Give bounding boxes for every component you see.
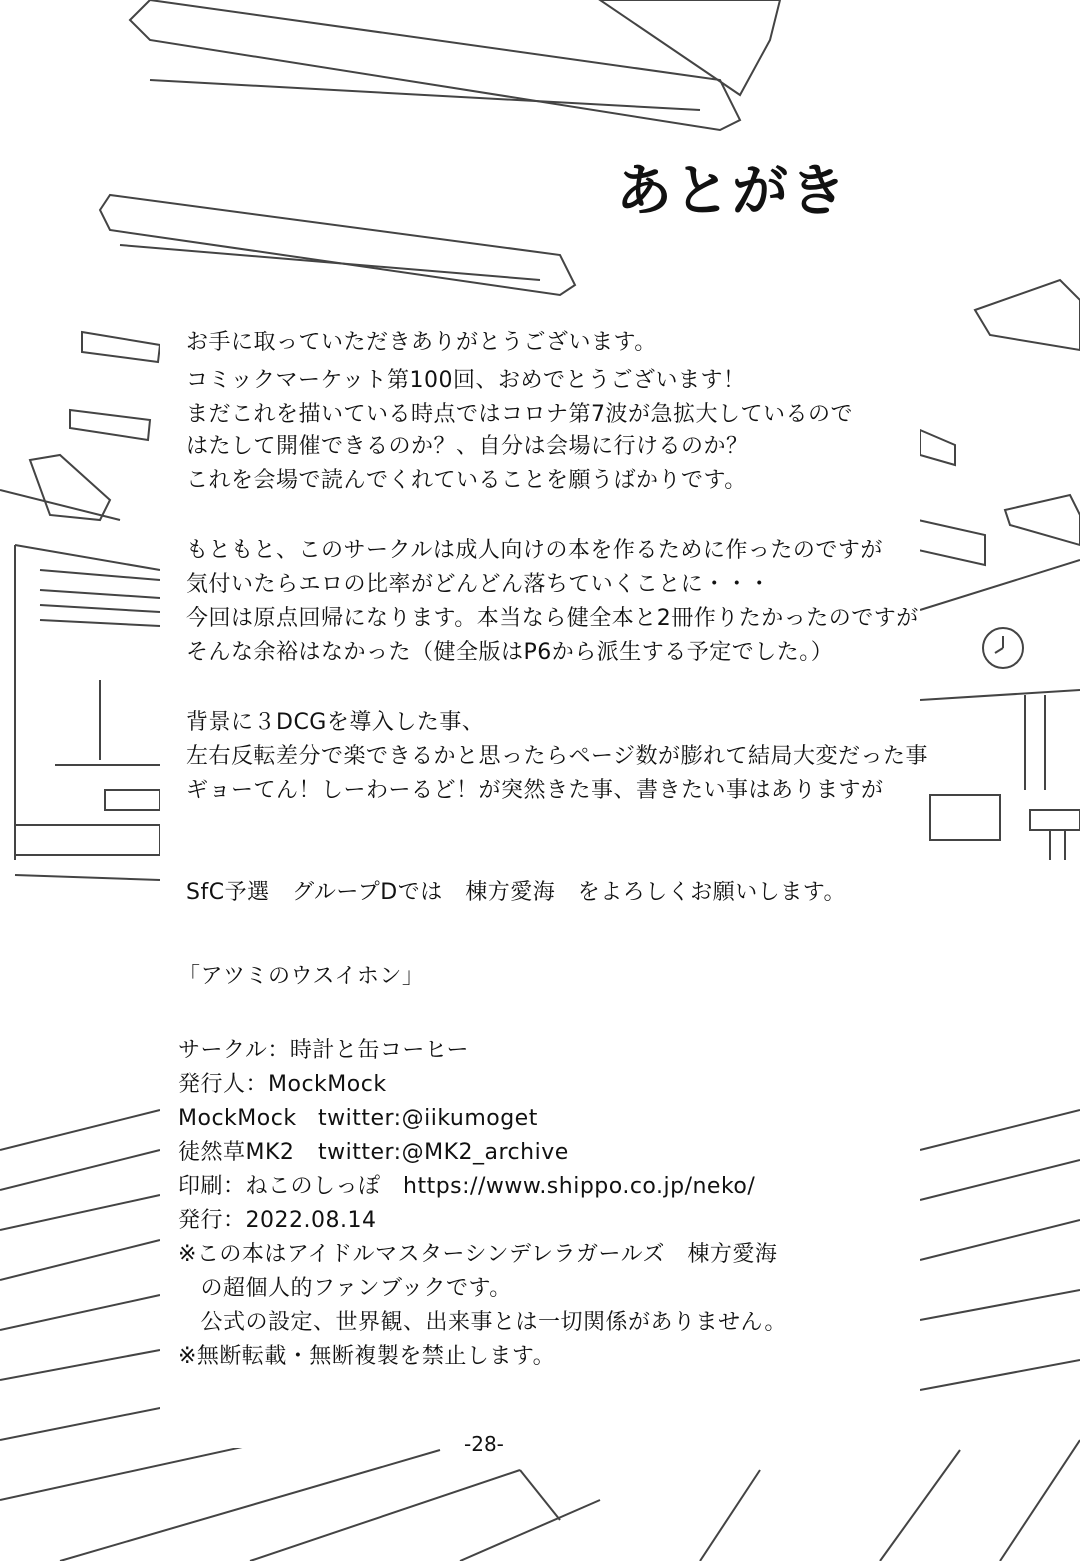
afterword-line: もともと、このサークルは成人向けの本を作るために作ったのですが — [186, 538, 883, 563]
ceiling-light-fixture — [70, 332, 160, 440]
afterword-line: 左右反転差分で楽できるかと思ったらページ数が膨れて結局大変だった事 — [186, 744, 929, 769]
afterword-line: 背景に３DCGを導入した事、 — [186, 710, 485, 735]
ceiling-light-fixture — [918, 280, 1080, 565]
book-title: 「アツミのウスイホン」 — [178, 964, 425, 989]
room-wall-left — [0, 455, 160, 880]
afterword-text-panel — [160, 318, 929, 1448]
afterword-line: 今回は原点回帰になります。本当なら健全本と2冊作りたかったのですが — [186, 606, 919, 631]
page-number: -28- — [460, 1430, 508, 1458]
ceiling-light-fixture — [130, 0, 780, 130]
afterword-line: はたして開催できるのか？、自分は会場に行けるのか？ — [186, 434, 749, 459]
colophon-note: の超個人的ファンブックです。 — [178, 1276, 512, 1301]
colophon-circle: サークル：時計と缶コーヒー — [178, 1038, 469, 1063]
afterword-line: ギョーてん！しーわーるど！が突然きた事、書きたい事はありますが — [186, 778, 884, 803]
colophon-publisher: 発行人：MockMock — [178, 1072, 387, 1097]
afterword-line: お手に取っていただきありがとうございます。 — [186, 330, 657, 355]
afterword-line: コミックマーケット第100回、おめでとうございます！ — [186, 368, 746, 393]
colophon-author-name: MockMock — [178, 1106, 297, 1131]
colophon-note: ※無断転載・無断複製を禁止します。 — [178, 1344, 556, 1369]
afterword-line: まだこれを描いている時点ではコロナ第7波が急拡大しているので — [186, 402, 853, 427]
afterword-line: SfC予選 グループDでは 棟方愛海 をよろしくお願いします。 — [186, 880, 846, 905]
colophon-date: 発行：2022.08.14 — [178, 1208, 377, 1233]
colophon-author-twitter: twitter:@MK2_archive — [318, 1140, 569, 1165]
colophon-printer: 印刷：ねこのしっぽ https://www.shippo.co.jp/neko/ — [178, 1174, 756, 1199]
colophon-author-twitter: twitter:@iikumoget — [318, 1106, 538, 1131]
colophon-author-name: 徒然草MK2 — [178, 1140, 295, 1165]
ceiling-light-fixture — [100, 195, 575, 295]
room-wall-right — [920, 560, 1080, 860]
afterword-line: 気付いたらエロの比率がどんどん落ちていくことに・・・ — [186, 572, 771, 597]
colophon-note: ※この本はアイドルマスターシンデレラガールズ 棟方愛海 — [178, 1242, 778, 1267]
colophon-note: 公式の設定、世界観、出来事とは一切関係がありません。 — [178, 1310, 787, 1335]
afterword-line: これを会場で読んでくれていることを願うばかりです。 — [186, 468, 747, 493]
afterword-heading: あとがき — [608, 160, 856, 224]
afterword-line: そんな余裕はなかった（健全版はP6から派生する予定でした。） — [186, 640, 834, 665]
